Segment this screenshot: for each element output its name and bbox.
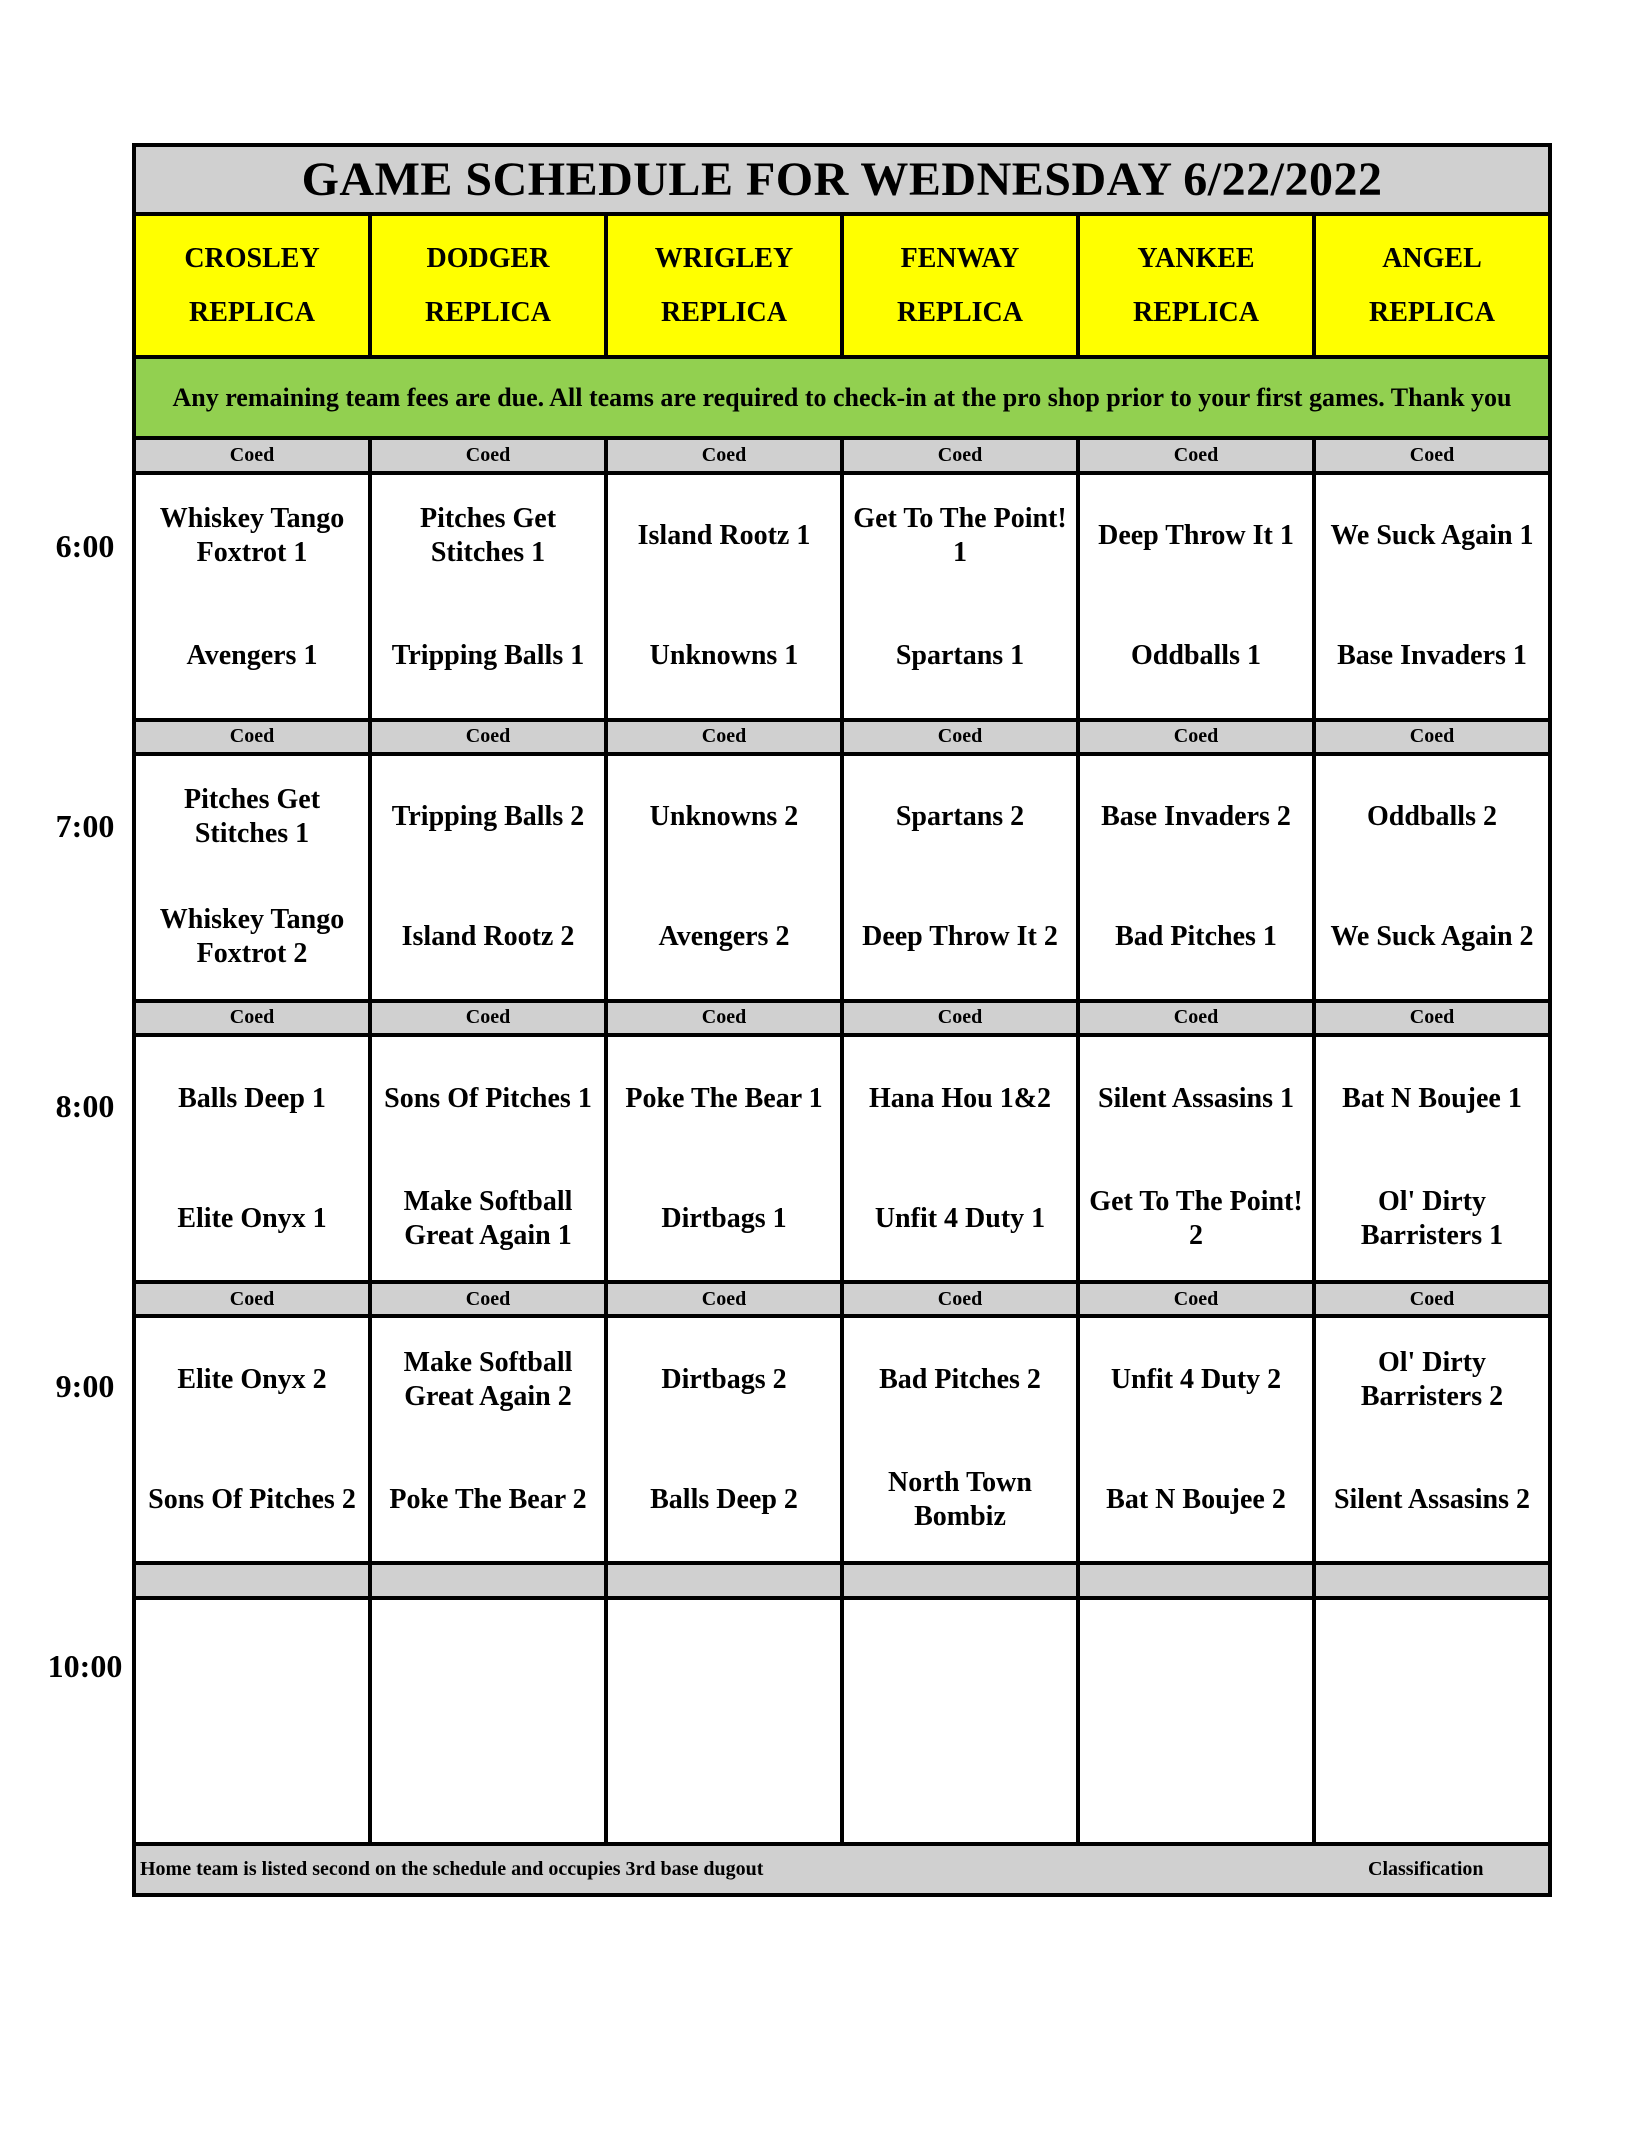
classification-cell: Coed: [1078, 720, 1314, 754]
field-name: CROSLEY: [184, 242, 320, 274]
classification-cell: [606, 1563, 842, 1597]
game-cell: [1314, 1035, 1550, 1282]
classification-cell: [842, 1563, 1078, 1597]
matchup: [1080, 1039, 1312, 1279]
classification-cell: Coed: [134, 1282, 370, 1316]
home-team: Bad Pitches 1: [1115, 921, 1277, 953]
home-team: Spartans 1: [895, 640, 1025, 672]
classification-cell: Coed: [370, 720, 606, 754]
away-team: Poke The Bear 1: [625, 1082, 823, 1114]
home-team: North Town Bombiz: [888, 1466, 1032, 1532]
time-label: 9:00: [55, 1368, 115, 1404]
footer-note: Home team is listed second on the schedule and occupies 3rd base dugout: [140, 1858, 764, 1881]
home-team: Balls Deep 2: [650, 1483, 798, 1515]
field-type: REPLICA: [660, 296, 787, 328]
home-team: Avengers 1: [186, 640, 318, 672]
home-team: Avengers 2: [658, 921, 790, 953]
classification-cell: Coed: [606, 720, 842, 754]
game-cell: [370, 1035, 606, 1282]
matchup: [844, 757, 1076, 997]
field-header-angel: [1314, 214, 1550, 358]
away-team: Pitches Get Stitches 1: [419, 503, 557, 569]
away-team: Elite Onyx 2: [177, 1363, 327, 1395]
matchup: [136, 757, 368, 997]
home-team: Oddballs 1: [1131, 640, 1261, 672]
game-cell: [606, 473, 842, 720]
games-row: [134, 754, 1550, 1001]
fields-row: [134, 214, 1550, 358]
field-type: REPLICA: [1132, 296, 1259, 328]
matchup: [1080, 757, 1312, 997]
classification-cell: Coed: [134, 720, 370, 754]
time-label: 6:00: [55, 528, 115, 564]
away-team: Silent Assasins 1: [1097, 1082, 1295, 1114]
classification-cell: Coed: [134, 1001, 370, 1035]
classification-row: [134, 720, 1550, 754]
matchup: [1316, 1039, 1548, 1279]
field-header-crosley: [134, 214, 370, 358]
field-name: WRIGLEY: [654, 242, 794, 274]
classification-row: [134, 438, 1550, 472]
classification-row: [134, 1563, 1550, 1597]
matchup: [1080, 1320, 1312, 1560]
footer: [134, 1844, 1550, 1895]
empty-game-cell: [370, 1598, 606, 1845]
title-row: [134, 145, 1550, 214]
footer-row: [134, 1844, 1550, 1895]
games-row: [134, 1316, 1550, 1563]
matchup: [608, 1039, 840, 1279]
classification-cell: Coed: [606, 1282, 842, 1316]
schedule-title: GAME SCHEDULE FOR WEDNESDAY 6/22/2022: [134, 145, 1550, 214]
field-type: REPLICA: [1368, 296, 1495, 328]
away-team: Tripping Balls 2: [391, 801, 585, 833]
home-team: Deep Throw It 2: [862, 921, 1058, 953]
classification-cell: Coed: [134, 438, 370, 472]
classification-cell: Coed: [842, 720, 1078, 754]
schedule-body: [134, 145, 1550, 438]
classification-cell: Coed: [1078, 1001, 1314, 1035]
game-cell: [842, 754, 1078, 1001]
away-team: Dirtbags 2: [661, 1363, 787, 1395]
field-type: REPLICA: [896, 296, 1023, 328]
away-team: Whiskey Tango Foxtrot 1: [159, 503, 345, 569]
away-team: Deep Throw It 1: [1098, 520, 1294, 552]
game-cell: [370, 473, 606, 720]
classification-cell: Coed: [1314, 1001, 1550, 1035]
slots-body: [134, 438, 1550, 1844]
game-cell: [1314, 754, 1550, 1001]
game-cell: [1078, 1316, 1314, 1563]
matchup: [1316, 757, 1548, 997]
matchup: [608, 476, 840, 716]
away-team: Bad Pitches 2: [879, 1363, 1041, 1395]
game-cell: [1078, 1035, 1314, 1282]
matchup: [608, 1320, 840, 1560]
games-row: [134, 1035, 1550, 1282]
field-name: FENWAY: [900, 242, 1020, 274]
classification-cell: Coed: [842, 438, 1078, 472]
classification-cell: Coed: [370, 1001, 606, 1035]
game-cell: [606, 1035, 842, 1282]
game-cell: [842, 1035, 1078, 1282]
classification-cell: Coed: [1314, 438, 1550, 472]
empty-game-cell: [1314, 1598, 1550, 1845]
home-team: Ol' Dirty Barristers 1: [1360, 1185, 1504, 1251]
away-team: Spartans 2: [895, 801, 1025, 833]
games-row: [134, 473, 1550, 720]
matchup: [372, 1320, 604, 1560]
away-team: Balls Deep 1: [178, 1082, 326, 1114]
game-cell: [370, 754, 606, 1001]
games-row: [134, 1598, 1550, 1845]
game-cell: [606, 1316, 842, 1563]
game-cell: [134, 1316, 370, 1563]
game-cell: [842, 473, 1078, 720]
matchup: [136, 1039, 368, 1279]
game-cell: [1078, 473, 1314, 720]
field-name: ANGEL: [1382, 242, 1482, 274]
home-team: Poke The Bear 2: [389, 1483, 587, 1515]
empty-game-cell: [606, 1598, 842, 1845]
home-team: Unfit 4 Duty 1: [874, 1202, 1046, 1234]
schedule-table: [132, 143, 1552, 1897]
classification-cell: [1078, 1563, 1314, 1597]
home-team: Base Invaders 1: [1337, 640, 1527, 672]
classification-cell: Coed: [370, 438, 606, 472]
matchup: [136, 476, 368, 716]
matchup: [1080, 476, 1312, 716]
matchup: [372, 1039, 604, 1279]
empty-game-cell: [1078, 1598, 1314, 1845]
matchup: [608, 757, 840, 997]
notice-row: [134, 357, 1550, 438]
away-team: Make Softball Great Again 2: [403, 1346, 573, 1412]
empty-game-cell: [842, 1598, 1078, 1845]
home-team: We Suck Again 2: [1330, 921, 1534, 953]
matchup: [136, 1320, 368, 1560]
time-label: 10:00: [47, 1648, 123, 1684]
game-cell: [1314, 1316, 1550, 1563]
home-team: Silent Assasins 2: [1333, 1483, 1531, 1515]
matchup: [844, 1039, 1076, 1279]
classification-row: [134, 1282, 1550, 1316]
matchup: [372, 757, 604, 997]
home-team: Elite Onyx 1: [177, 1202, 327, 1234]
classification-cell: Coed: [606, 1001, 842, 1035]
field-name: DODGER: [426, 242, 550, 274]
field-name: YANKEE: [1137, 242, 1255, 274]
field-type: REPLICA: [424, 296, 551, 328]
time-label: 8:00: [55, 1088, 115, 1124]
away-team: Sons Of Pitches 1: [384, 1082, 592, 1114]
field-header-yankee: [1078, 214, 1314, 358]
home-team: Unknowns 1: [649, 640, 799, 672]
classification-cell: Coed: [370, 1282, 606, 1316]
classification-cell: [134, 1563, 370, 1597]
home-team: Sons Of Pitches 2: [148, 1483, 356, 1515]
game-cell: [370, 1316, 606, 1563]
away-team: Get To The Point! 1: [853, 503, 1067, 569]
away-team: Unfit 4 Duty 2: [1110, 1363, 1282, 1395]
matchup: [844, 476, 1076, 716]
home-team: Dirtbags 1: [661, 1202, 787, 1234]
game-cell: [1078, 754, 1314, 1001]
game-cell: [134, 473, 370, 720]
footer-body: [134, 1844, 1550, 1895]
classification-cell: Coed: [606, 438, 842, 472]
away-team: Ol' Dirty Barristers 2: [1360, 1346, 1504, 1412]
matchup: [1316, 1320, 1548, 1560]
empty-game-cell: [134, 1598, 370, 1845]
matchup: [372, 476, 604, 716]
away-team: Oddballs 2: [1367, 801, 1497, 833]
classification-cell: Coed: [1314, 720, 1550, 754]
home-team: Get To The Point! 2: [1089, 1185, 1303, 1251]
home-team: Bat N Boujee 2: [1106, 1483, 1286, 1515]
matchup: [844, 1320, 1076, 1560]
classification-cell: [1314, 1563, 1550, 1597]
field-header-fenway: [842, 214, 1078, 358]
classification-cell: Coed: [1078, 1282, 1314, 1316]
field-header-wrigley: [606, 214, 842, 358]
home-team: Tripping Balls 1: [391, 640, 585, 672]
home-team: Island Rootz 2: [401, 921, 575, 953]
away-team: Island Rootz 1: [637, 520, 811, 552]
away-team: Unknowns 2: [649, 801, 799, 833]
time-label: 7:00: [55, 808, 115, 844]
footer-classification-label: Classification: [1368, 1858, 1484, 1881]
away-team: Pitches Get Stitches 1: [183, 784, 321, 850]
classification-row: [134, 1001, 1550, 1035]
matchup: [1316, 476, 1548, 716]
game-cell: [1314, 473, 1550, 720]
away-team: Hana Hou 1&2: [868, 1082, 1052, 1114]
notice-banner: Any remaining team fees are due. All teams are required to check-in at the pro shop prior to your first games. Thank you: [134, 357, 1550, 438]
classification-cell: [370, 1563, 606, 1597]
classification-cell: Coed: [842, 1282, 1078, 1316]
field-type: REPLICA: [188, 296, 315, 328]
home-team: Whiskey Tango Foxtrot 2: [159, 904, 345, 970]
game-cell: [134, 1035, 370, 1282]
classification-cell: Coed: [1314, 1282, 1550, 1316]
away-team: We Suck Again 1: [1330, 520, 1534, 552]
game-cell: [606, 754, 842, 1001]
field-header-dodger: [370, 214, 606, 358]
away-team: Bat N Boujee 1: [1342, 1082, 1522, 1114]
classification-cell: Coed: [1078, 438, 1314, 472]
game-cell: [842, 1316, 1078, 1563]
game-cell: [134, 754, 370, 1001]
home-team: Make Softball Great Again 1: [403, 1185, 573, 1251]
classification-cell: Coed: [842, 1001, 1078, 1035]
away-team: Base Invaders 2: [1101, 801, 1291, 833]
